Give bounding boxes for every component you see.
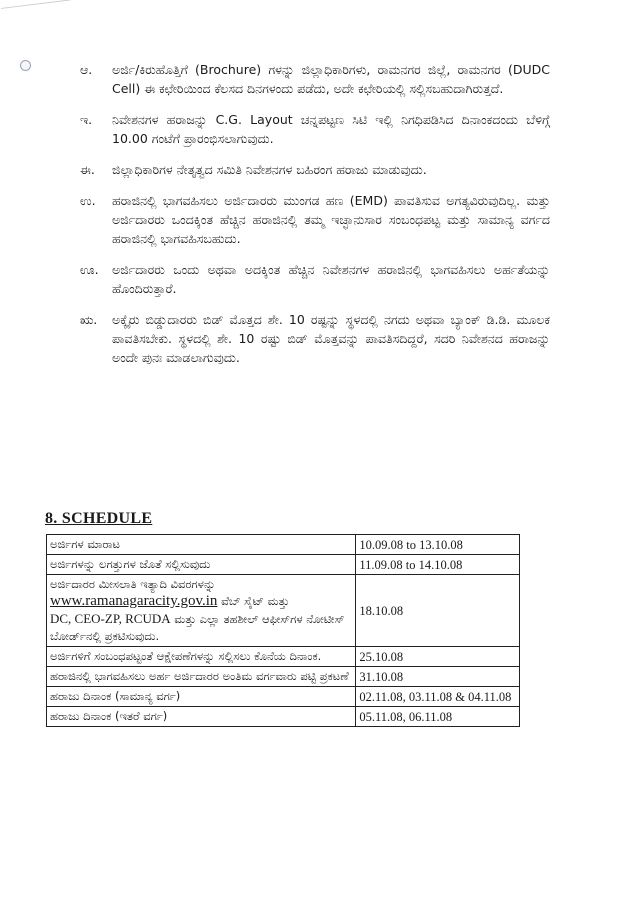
item-marker: ಊ.: [80, 262, 99, 277]
date-cell: 31.10.08: [356, 667, 520, 687]
item-text: ಅರ್ಜಿ/ಕಿರುಹೊತ್ತಿಗೆ (Brochure) ಗಳನ್ನು ಜಿಲ್ಲಾಧಿಕಾರಿಗಳು, ರಾಮನಗರ ಜಿಲ್ಲೆ, ರಾಮನಗರ (DUDC Cell) ಈ ಕಛೇರಿಯಿಂದ ಕೆಲಸದ ದಿನಗಳಂದು ಪಡೆದು, ಅದೇ ಕಛೇರಿಯಲ್ಲಿ ಸಲ್ಲಿಸಬಹುದಾಗಿರುತ್ತದೆ.: [112, 62, 550, 96]
item-text: ಹರಾಜಿನಲ್ಲಿ ಭಾಗವಹಿಸಲು ಅರ್ಜಿದಾರರು ಮುಂಗಡ ಹಣ (EMD) ಪಾವತಿಸುವ ಅಗತ್ಯವಿರುವುದಿಲ್ಲ. ಮತ್ತು ಅರ್ಜಿದಾರರು ಒಂದಕ್ಕಿಂತ ಹೆಚ್ಚಿನ ಹರಾಜಿನಲ್ಲಿ ತಮ್ಮ ಇಚ್ಛಾನುಸಾರ ಸಂಬಂಧಪಟ್ಟ ಮತ್ತು ಸಾಮಾನ್ಯ ವರ್ಗದ ಹರಾಜಿನಲ್ಲಿ ಭಾಗವಹಿಸಬಹುದು.: [112, 193, 550, 246]
item-marker: ಋ.: [80, 312, 98, 327]
activity-cell: ಹರಾಜಿನಲ್ಲಿ ಭಾಗವಹಿಸಲು ಅರ್ಹ ಅರ್ಜಿದಾರರ ಅಂತಿಮ ವರ್ಗವಾರು ಪಟ್ಟಿ ಪ್ರಕಟಣೆ: [47, 667, 356, 687]
item-marker: ಈ.: [80, 162, 95, 177]
date-cell: 11.09.08 to 14.10.08: [356, 555, 520, 575]
condition-item: [80, 191, 550, 248]
date-cell: 18.10.08: [356, 575, 520, 647]
date-cell: 25.10.08: [356, 647, 520, 667]
item-text: ಜಿಲ್ಲಾಧಿಕಾರಿಗಳ ನೇತೃತ್ವದ ಸಮಿತಿ ನಿವೇಶನಗಳ ಬಹಿರಂಗ ಹರಾಜು ಮಾಡುವುದು.: [112, 162, 427, 177]
table-row: [47, 555, 520, 575]
activity-text: ಅರ್ಜಿದಾರರ ಮೀಸಲಾತಿ ಇತ್ಯಾದಿ ವಿವರಗಳನ್ನು: [50, 577, 216, 591]
item-text: ಅಕ್ಕೈರು ಬಿಡ್ಡುದಾರರು ಬಿಡ್ ಮೊತ್ತದ ಶೇ. 10 ರಷ್ಟನ್ನು ಸ್ಥಳದಲ್ಲಿ ನಗದು ಅಥವಾ ಬ್ಯಾಂಕ್ ಡಿ.ಡಿ. ಮೂಲಕ ಪಾವತಿಸಬೇಕು. ಸ್ಥಳದಲ್ಲಿ ಶೇ. 10 ರಷ್ಟು ಬಿಡ್ ಮೊತ್ತವನ್ನು ಪಾವತಿಸದಿದ್ದರೆ, ಸದರಿ ನಿವೇಶನದ ಹರಾಜನ್ನು ಅಂದೇ ಪುನಃ ಮಾಡಲಾಗುವುದು.: [112, 312, 550, 365]
activity-cell: ಅರ್ಜಿಗಳನ್ನು ಲಗತ್ತುಗಳ ಜೊತೆ ಸಲ್ಲಿಸುವುದು: [47, 555, 356, 575]
condition-item: [80, 160, 550, 179]
item-marker: ಉ.: [80, 193, 96, 208]
activity-cell: ಹರಾಜು ದಿನಾಂಕ (ಸಾಮಾನ್ಯ ವರ್ಗ): [47, 687, 356, 707]
schedule-heading: 8. SCHEDULE: [45, 510, 153, 527]
item-marker: ಇ.: [80, 112, 93, 127]
date-cell: 02.11.08, 03.11.08 & 04.11.08: [356, 687, 520, 707]
table-row: [47, 687, 520, 707]
schedule-table: [46, 534, 520, 727]
website-link[interactable]: www.ramanagaracity.gov.in: [50, 593, 218, 609]
activity-cell: [47, 575, 356, 647]
date-cell: 10.09.08 to 13.10.08: [356, 535, 520, 555]
item-text: ನಿವೇಶನಗಳ ಹರಾಜನ್ನು C.G. Layout ಚನ್ನಪಟ್ಟಣ ಸಿಟಿ ಇಲ್ಲಿ ನಿಗಧಿಪಡಿಸಿದ ದಿನಾಂಕದಂದು ಬೆಳಿಗ್ಗೆ 10.00 ಗಂಟೆಗೆ ಪ್ರಾರಂಭಿಸಲಾಗುವುದು.: [112, 112, 550, 146]
activity-text: ವೆಬ್ ಸೈಟ್ ಮತ್ತು: [221, 594, 290, 608]
condition-item: [80, 260, 550, 298]
table-row: [47, 575, 520, 647]
activity-cell: ಅರ್ಜಿಗಳ ಮಾರಾಟ: [47, 535, 356, 555]
punch-hole: [20, 60, 31, 71]
item-text: ಅರ್ಜಿದಾರರು ಒಂದು ಅಥವಾ ಅದಕ್ಕಿಂತ ಹೆಚ್ಚಿನ ನಿವೇಶನಗಳ ಹರಾಜಿನಲ್ಲಿ ಭಾಗವಹಿಸಲು ಅರ್ಹತೆಯನ್ನು ಹೊಂದಿರುತ್ತಾರೆ.: [112, 262, 550, 296]
condition-item: [80, 310, 550, 367]
condition-item: [80, 60, 550, 98]
table-row: [47, 707, 520, 727]
table-row: [47, 647, 520, 667]
page-fold-mark: [0, 0, 71, 9]
offices-text: DC, CEO-ZP, RCUDA: [50, 611, 171, 626]
activity-cell: ಅರ್ಜಿಗಳಿಗೆ ಸಂಬಂಧಪಟ್ಟಂತೆ ಆಕ್ಷೇಪಣೆಗಳನ್ನು ಸಲ್ಲಿಸಲು ಕೊನೆಯ ದಿನಾಂಕ.: [47, 647, 356, 667]
condition-item: [80, 110, 550, 148]
activity-text: ಮತ್ತು ಎಲ್ಲಾ ತಹಶೀಲ್ ಆಫೀಸ್‌ಗಳ ನೋಟೀಸ್ ಬೋರ್ಡ್‌ನಲ್ಲಿ ಪ್ರಕಟಿಸುವುದು.: [50, 612, 345, 643]
table-row: [47, 667, 520, 687]
conditions-list: [80, 60, 550, 379]
date-cell: 05.11.08, 06.11.08: [356, 707, 520, 727]
table-row: [47, 535, 520, 555]
item-marker: ಆ.: [80, 62, 93, 77]
activity-cell: ಹರಾಜು ದಿನಾಂಕ (ಇತರೆ ವರ್ಗ): [47, 707, 356, 727]
